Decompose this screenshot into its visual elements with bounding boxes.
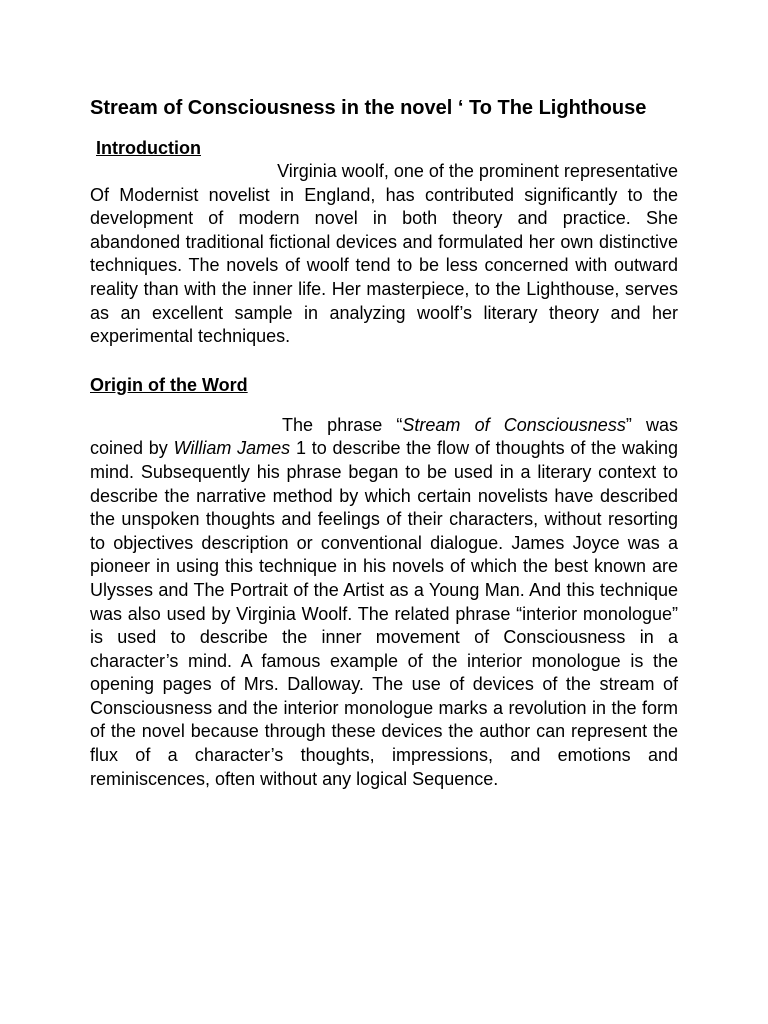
- origin-after-term: ” was coined by: [90, 414, 678, 459]
- origin-term: Stream of Consciousness: [402, 414, 626, 435]
- origin-paragraph: [90, 414, 678, 792]
- document-title: Stream of Consciousness in the novel ‘ To The Lighthouse: [90, 97, 647, 119]
- origin-person: William James: [173, 438, 291, 459]
- introduction-heading: Introduction: [96, 138, 201, 158]
- introduction-first-line: Virginia woolf, one of the prominent representative: [277, 161, 678, 181]
- origin-body-text: 1 to describe the flow of thoughts of the waking mind. Subsequently his phrase began to be used in a literary context to describe the narrative method by which certain novelists have described the unspoken thoughts and feelings of their characters, without resorting to objectives description or conventional dialogue. James Joyce was a pioneer in using this technique in his novels of which the best known are Ulysses and The Portrait of the Artist as a Young Man. And this technique was also used by Virginia Woolf. The related phrase “interior monologue” is used to describe the inner movement of Consciousness in a character’s mind. A famous example of the interior monologue is the opening pages of Mrs. Dalloway. The use of devices of the stream of Consciousness and the interior monologue marks a revolution in the form of the novel because through these devices the author can represent the flux of a character’s thoughts, impressions, and emotions and reminiscences, often without any logical Sequence.: [90, 438, 678, 789]
- document-page: [90, 94, 678, 791]
- introduction-paragraph: Of Modernist novelist in England, has contributed significantly to the development of modern novel in both theory and practice. She abandoned traditional fictional devices and formulated her own distinctive techniques. The novels of woolf tend to be less concerned with outward reality than with the inner life. Her masterpiece, to the Lighthouse, serves as an excellent sample in analyzing woolf’s literary theory and her experimental techniques.: [90, 184, 678, 347]
- origin-lead-text: The phrase “: [282, 414, 403, 435]
- origin-heading: Origin of the Word: [90, 374, 248, 395]
